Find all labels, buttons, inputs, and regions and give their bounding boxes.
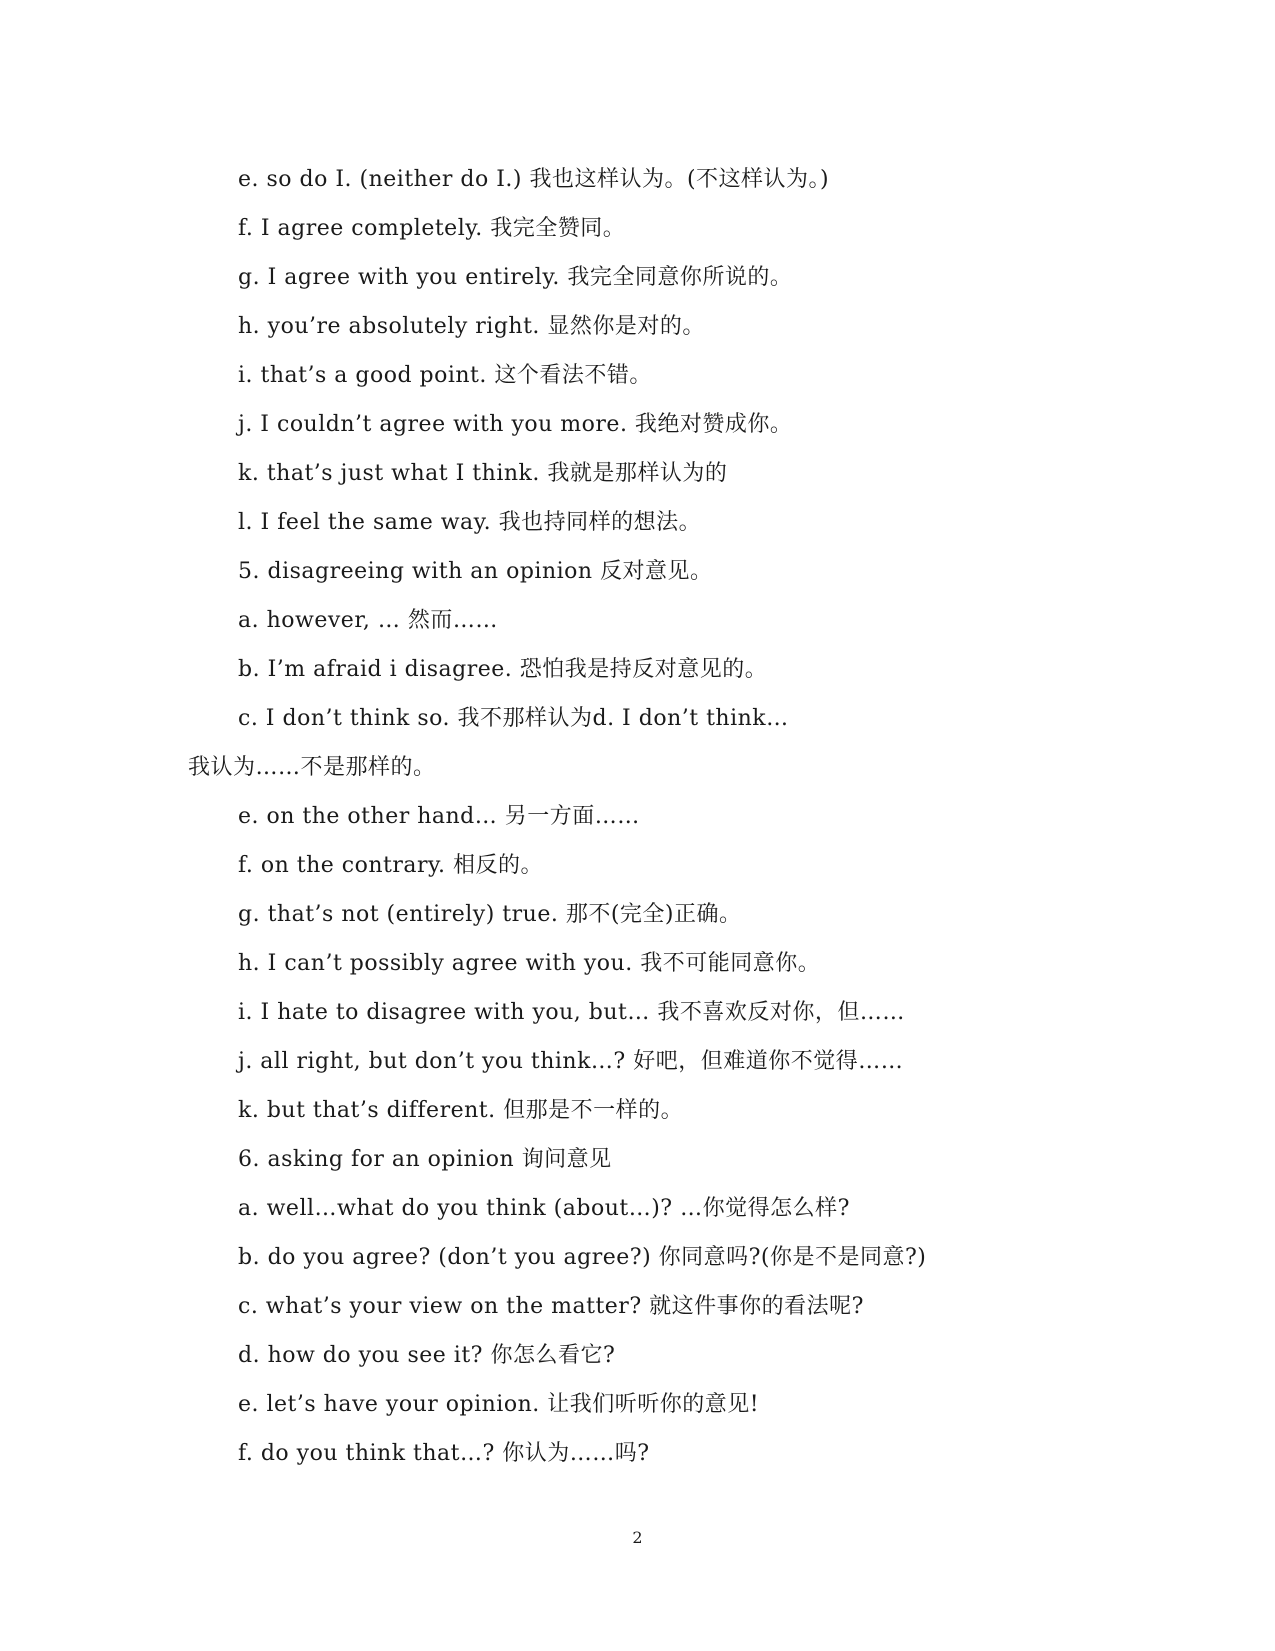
text-line: c. what’s your view on the matter? 就这件事你的看法呢? <box>238 1294 864 1319</box>
text-line: e. on the other hand… 另一方面…… <box>238 804 640 829</box>
text-line: l. I feel the same way. 我也持同样的想法。 <box>238 510 702 535</box>
text-line: c. I don’t think so. 我不那样认为d. I don’t think… <box>238 706 789 731</box>
text-line: e. let’s have your opinion. 让我们听听你的意见! <box>238 1392 760 1417</box>
text-line: i. I hate to disagree with you, but… 我不喜欢反对你，但…… <box>238 1000 905 1025</box>
text-line: h. I can’t possibly agree with you. 我不可能同意你。 <box>238 951 821 976</box>
text-line: a. well…what do you think (about…)? …你觉得怎么样? <box>238 1196 850 1221</box>
page-number: 2 <box>632 1528 643 1547</box>
text-line: f. do you think that…? 你认为……吗? <box>238 1441 650 1466</box>
text-line: i. that’s a good point. 这个看法不错。 <box>238 363 652 388</box>
section-heading: 6. asking for an opinion 询问意见 <box>238 1147 612 1172</box>
text-line: e. so do I. (neither do I.) 我也这样认为。(不这样认为。) <box>238 167 830 192</box>
text-line: k. but that’s different. 但那是不一样的。 <box>238 1098 684 1123</box>
text-line: b. I’m afraid i disagree. 恐怕我是持反对意见的。 <box>238 657 768 682</box>
text-line: g. that’s not (entirely) true. 那不(完全)正确。 <box>238 902 742 927</box>
text-line: d. how do you see it? 你怎么看它? <box>238 1343 616 1368</box>
text-line: j. all right, but don’t you think…? 好吧，但难道你不觉得…… <box>238 1049 904 1074</box>
text-line: b. do you agree? (don’t you agree?) 你同意吗?(你是不是同意?) <box>238 1245 927 1270</box>
text-line: f. on the contrary. 相反的。 <box>238 853 543 878</box>
text-line: g. I agree with you entirely. 我完全同意你所说的。 <box>238 265 793 290</box>
text-line-continuation: 我认为……不是那样的。 <box>188 755 436 780</box>
text-line: f. I agree completely. 我完全赞同。 <box>238 216 626 241</box>
text-line: k. that’s just what I think. 我就是那样认为的 <box>238 461 728 486</box>
text-line: j. I couldn’t agree with you more. 我绝对赞成你。 <box>238 412 793 437</box>
section-heading: 5. disagreeing with an opinion 反对意见。 <box>238 559 713 584</box>
text-line: a. however, … 然而…… <box>238 608 498 633</box>
page-body <box>188 155 1088 1478</box>
text-line: h. you’re absolutely right. 显然你是对的。 <box>238 314 705 339</box>
